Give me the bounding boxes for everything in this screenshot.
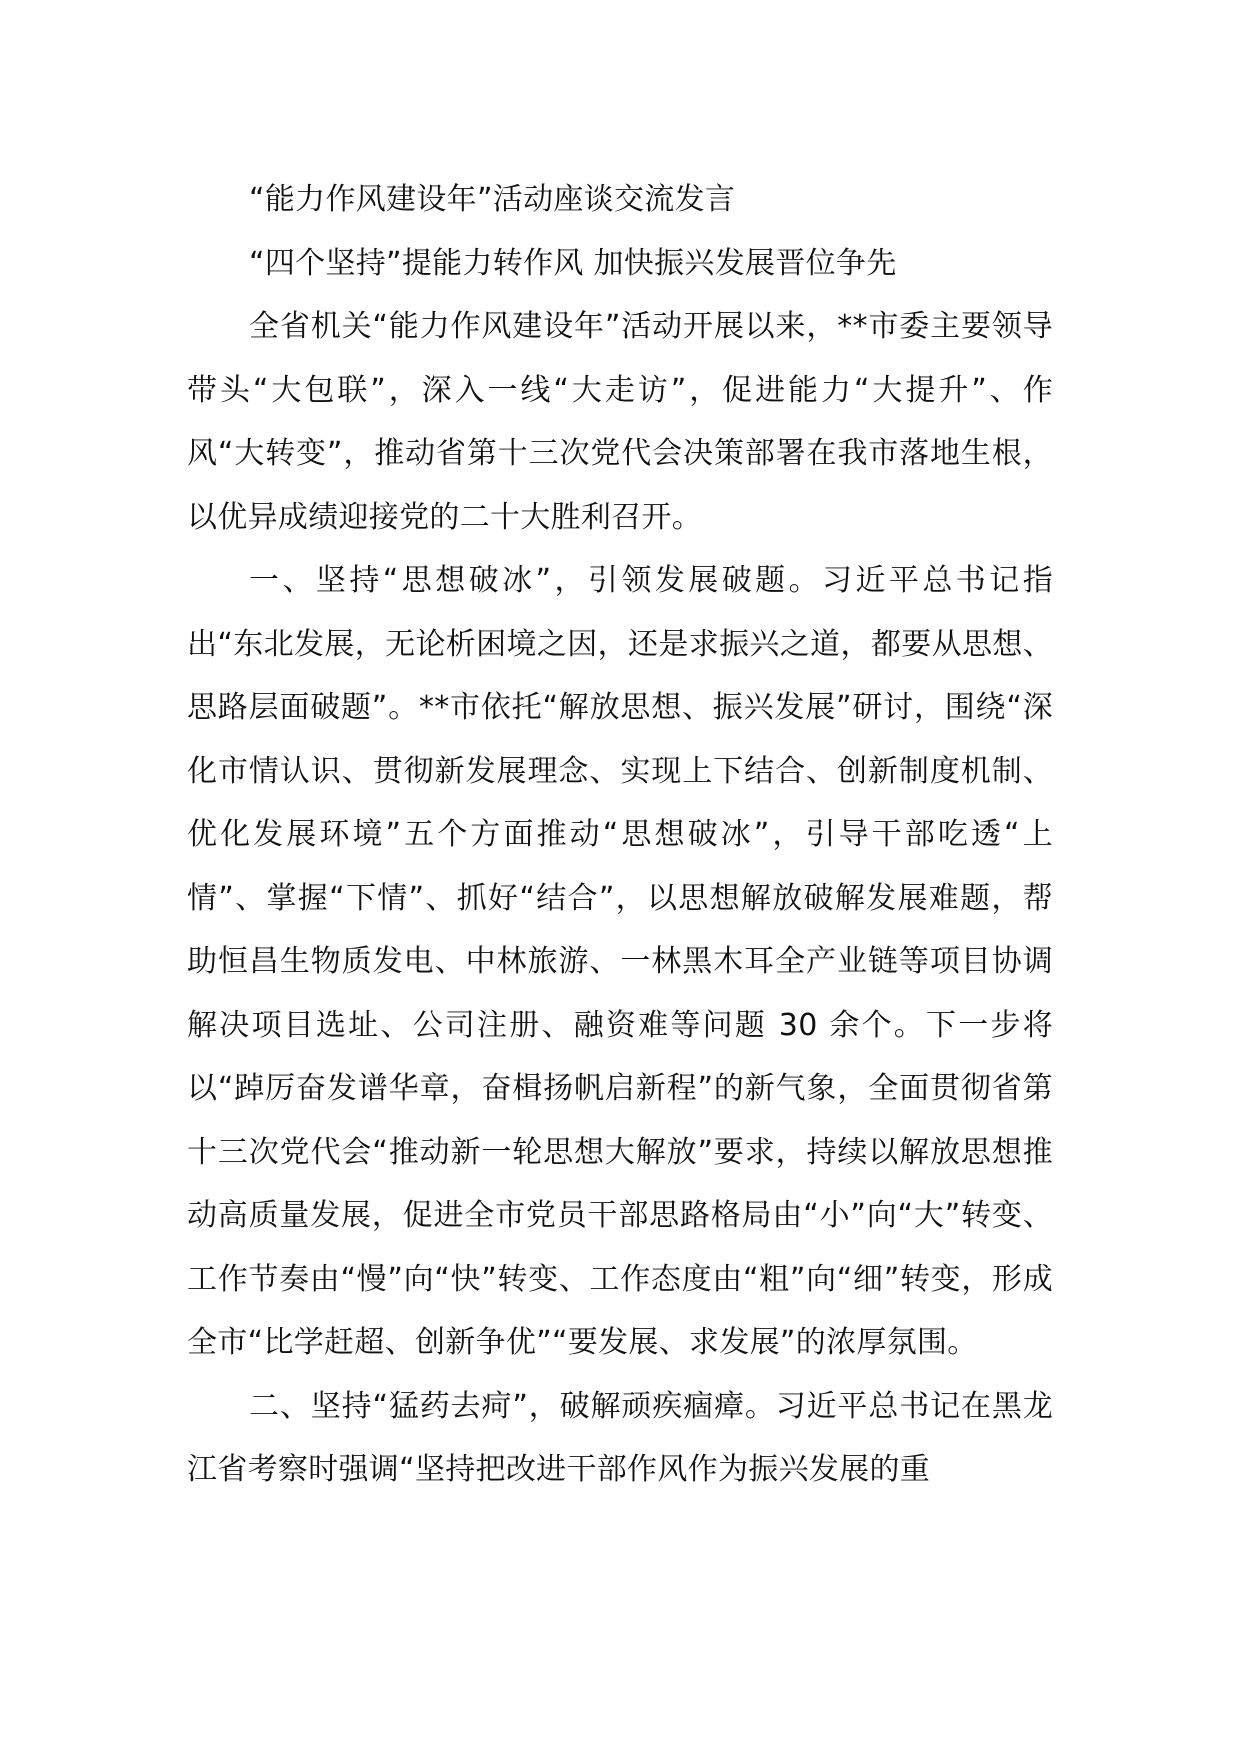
paragraph-intro: 全省机关“能力作风建设年”活动开展以来，**市委主要领导带头“大包联”，深入一线“大走访”，促进能力“大提升”、作风“大转变”，推动省第十三次党代会决策部署在我市落地生根，以优异成绩迎接党的二十大胜利召开。 — [187, 309, 1053, 535]
paragraph-section-2: 二、坚持“猛药去疴”，破解顽疾痼瘴。习近平总书记在黑龙江省考察时强调“坚持把改进干部作风作为振兴发展的重 — [187, 1388, 1053, 1487]
paragraph-section-1: 一、坚持“思想破冰”，引领发展破题。习近平总书记指出“东北发展，无论析困境之因，还是求振兴之道，都要从思想、思路层面破题”。**市依托“解放思想、振兴发展”研讨，围绕“深化市情认识、贯彻新发展理念、实现上下结合、创新制度机制、优化发展环境”五个方面推动“思想破冰”，引导干部吃透“上情”、掌握“下情”、抓好“结合”，以思想解放破解发展难题，帮助恒昌生物质发电、中林旅游、一林黑木耳全产业链等项目协调解决项目选址、公司注册、融资难等问题 30 余个。下一步将以“踔厉奋发谱华章，奋楫扬帆启新程”的新气象，全面贯彻省第十三次党代会“推动新一轮思想大解放”要求，持续以解放思想推动高质量发展，促进全市党员干部思路格局由“小”向“大”转变、工作节奏由“慢”向“快”转变、工作态度由“粗”向“细”转变，形成全市“比学赶超、创新争优”“要发展、求发展”的浓厚氛围。 — [187, 563, 1053, 1360]
document-body — [187, 168, 1053, 1502]
document-subtitle: “四个坚持”提能力转作风 加快振兴发展晋位争先 — [249, 245, 897, 281]
document-title: “能力作风建设年”活动座谈交流发言 — [249, 182, 736, 217]
